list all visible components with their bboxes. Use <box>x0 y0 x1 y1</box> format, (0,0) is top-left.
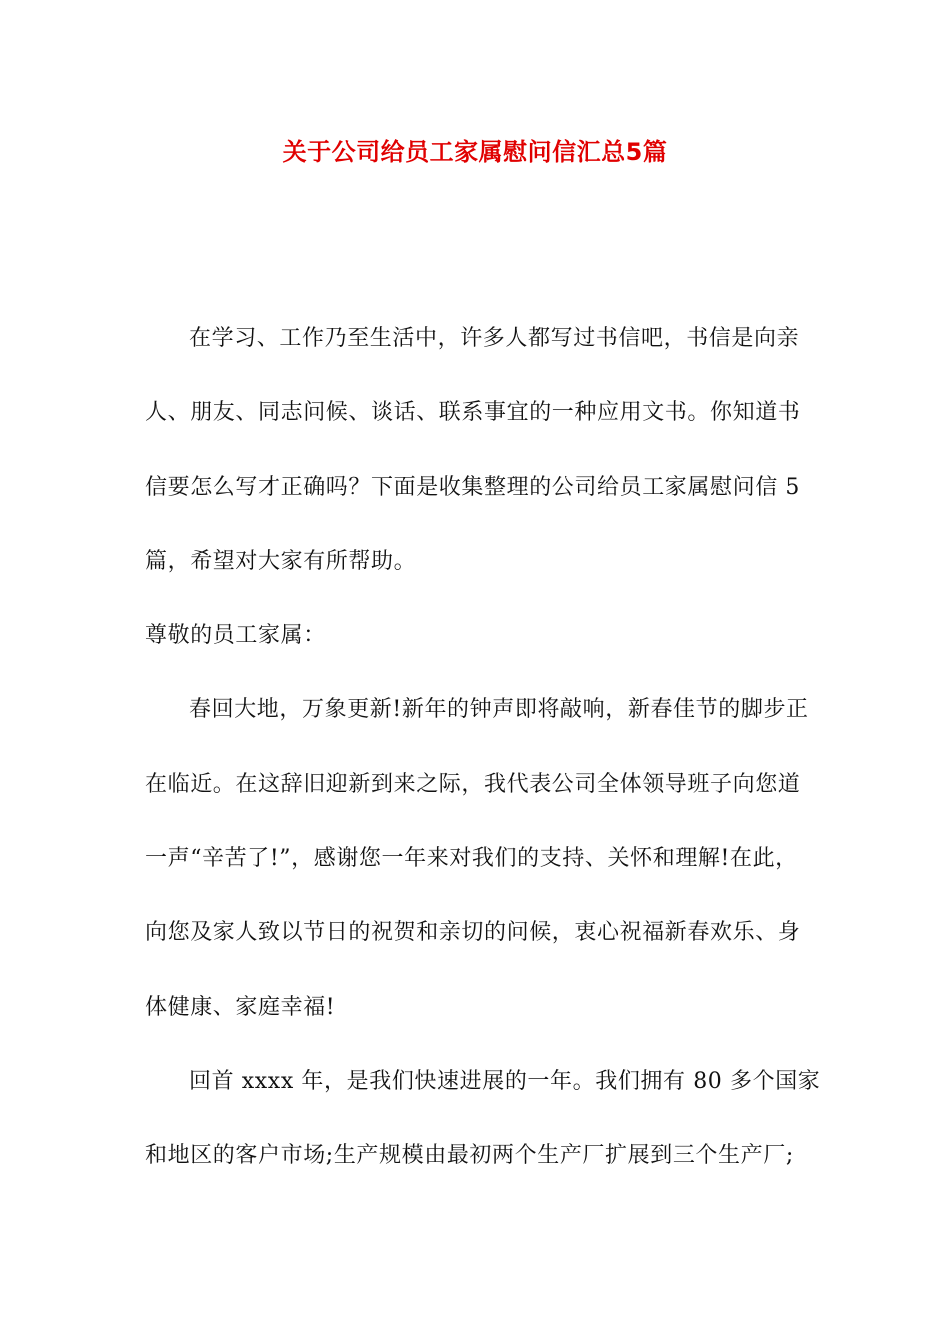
text-line: 一声“辛苦了!”，感谢您一年来对我们的支持、关怀和理解!在此， <box>145 846 798 872</box>
document-title: 关于公司给员工家属慰问信汇总5篇 <box>282 138 668 166</box>
text-line: 在学习、工作乃至生活中，许多人都写过书信吧，书信是向亲 <box>189 326 800 351</box>
text-line: 和地区的客户市场;生产规模由最初两个生产厂扩展到三个生产厂; <box>145 1143 794 1169</box>
text-line: 篇，希望对大家有所帮助。 <box>145 548 417 574</box>
salutation: 尊敬的员工家属： <box>145 623 326 649</box>
text-line: 回首 xxxx 年，是我们快速进展的一年。我们拥有 80 多个国家 <box>189 1068 821 1094</box>
text-line: 人、朋友、同志问候、谈话、联系事宜的一种应用文书。你知道书 <box>145 400 801 426</box>
text-line: 向您及家人致以节日的祝贺和亲切的问候，衷心祝福新春欢乐、身 <box>145 920 801 946</box>
text-line: 春回大地，万象更新!新年的钟声即将敲响，新春佳节的脚步正 <box>189 697 809 723</box>
text-line: 体健康、家庭幸福! <box>145 994 336 1020</box>
text-line: 在临近。在这辞旧迎新到来之际，我代表公司全体领导班子向您道 <box>145 771 801 797</box>
document-body <box>145 319 821 1211</box>
text-line: 信要怎么写才正确吗？下面是收集整理的公司给员工家属慰问信 5 <box>145 474 800 500</box>
